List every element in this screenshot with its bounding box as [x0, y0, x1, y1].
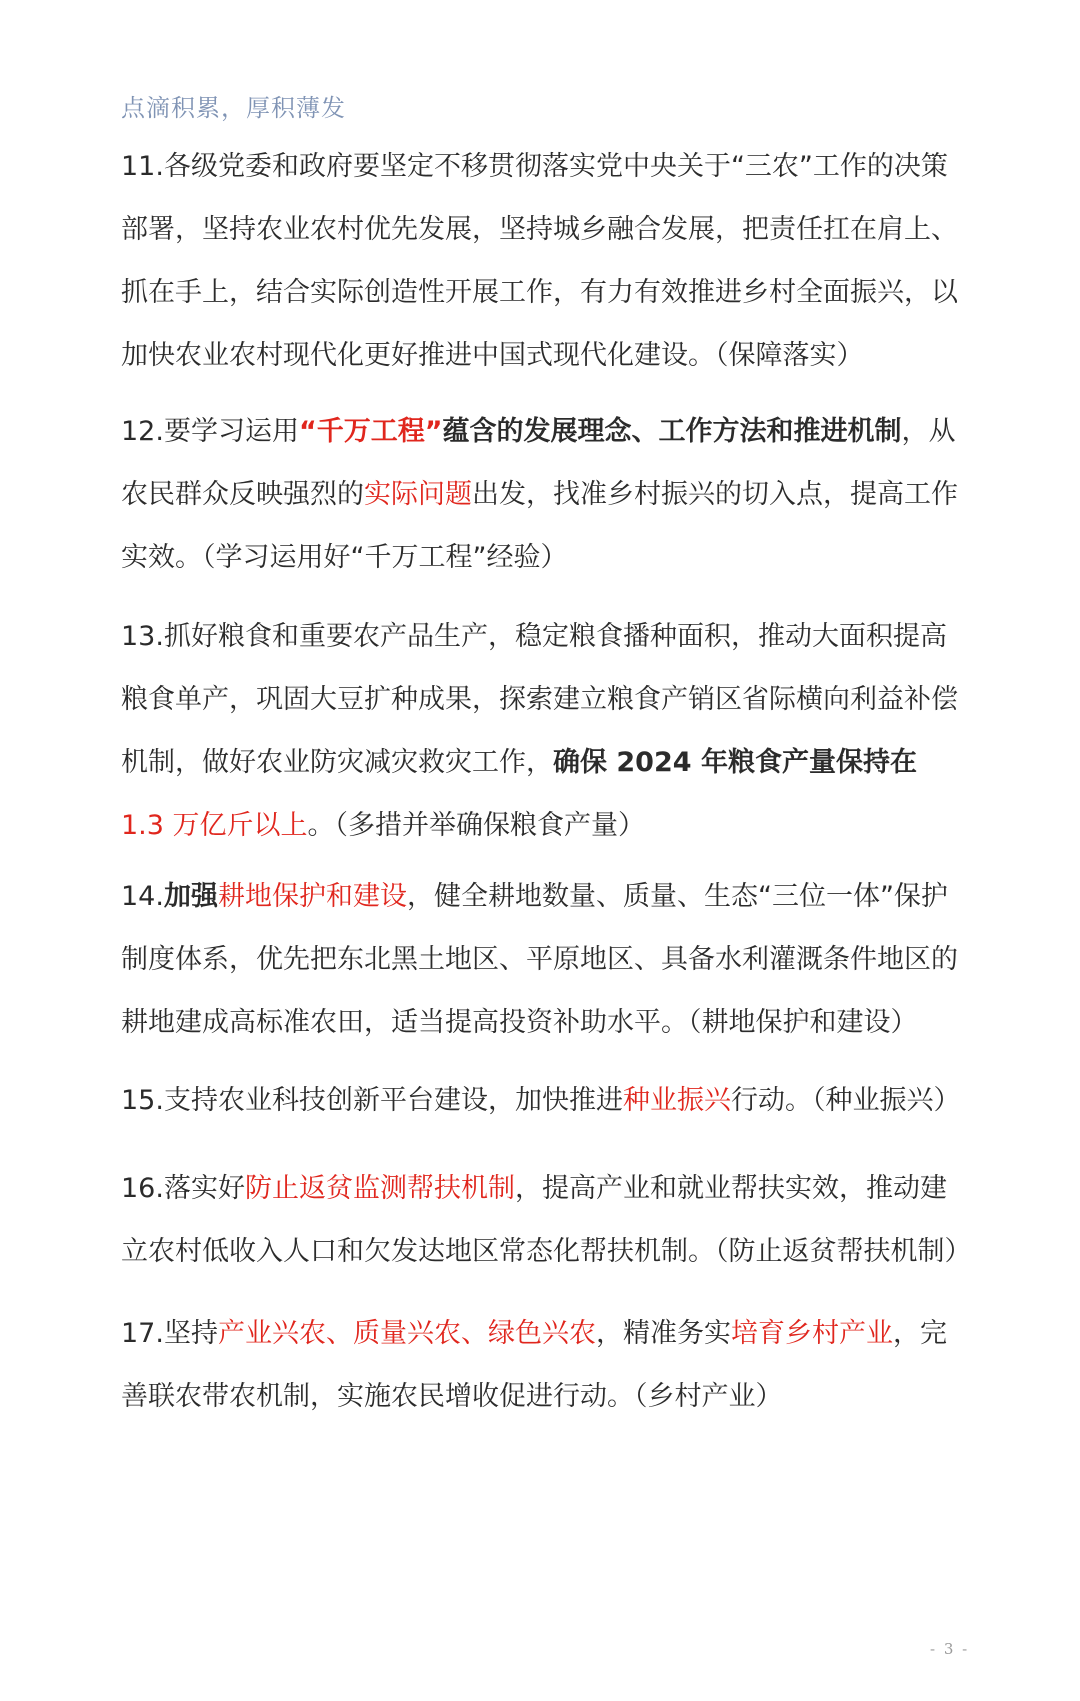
- paragraph-text: 。（多措并举确保粮食产量）: [307, 810, 646, 841]
- paragraph-text: 12.要学习运用: [121, 416, 299, 447]
- paragraph-15: [121, 1069, 961, 1132]
- paragraph-17: [121, 1302, 961, 1428]
- paragraph-text: 11.各级党委和政府要坚定不移贯彻落实党中央关于“三农”工作的决策部署，坚持农业农村优先发展，坚持城乡融合发展，把责任扛在肩上、抓在手上，结合实际创造性开展工作，有力有效推进乡村全面振兴，以加快农业农村现代化更好推进中国式现代化建设。（保障落实）: [121, 151, 958, 371]
- highlighted-text: 种业振兴: [622, 1085, 731, 1116]
- page-number: - 3 -: [930, 1640, 970, 1658]
- paragraph-16: [121, 1157, 972, 1283]
- highlighted-text: 培育乡村产业: [730, 1318, 893, 1349]
- paragraph-text: 出发，找准乡村振兴的切入点，提高工作实效。（学习运用好“千万工程”经验）: [121, 479, 958, 573]
- page-header: 点滴积累，厚积薄发: [121, 94, 346, 122]
- highlighted-text: 实际问题: [364, 479, 472, 510]
- paragraph-text: ，健全耕地数量、质量、生态“三位一体”保护制度体系，优先把东北黑土地区、平原地区、具备水利灌溉条件地区的耕地建成高标准农田，适当提高投资补助水平。（耕地保护和建设）: [121, 881, 958, 1038]
- highlighted-text: 1.3 万亿斤以上: [121, 810, 308, 841]
- paragraph-text: 14.: [121, 881, 164, 912]
- paragraph-text: ，精准务实: [595, 1318, 731, 1349]
- paragraph-12: [121, 400, 961, 589]
- highlighted-text: 蕴含的发展理念、工作方法和推进机制: [442, 416, 902, 447]
- highlighted-text: 产业兴农、质量兴农、绿色兴农: [217, 1318, 596, 1349]
- paragraph-text: 行动。（种业振兴）: [730, 1085, 961, 1116]
- highlighted-text: 防止返贫监测帮扶机制: [244, 1173, 515, 1204]
- paragraph-14: [121, 865, 961, 1054]
- paragraph-text: ，从农民群众反映强烈的: [121, 416, 956, 510]
- highlighted-text: 耕地保护和建设: [217, 881, 407, 912]
- highlighted-text: 确保 2024 年粮食产量保持在: [553, 747, 917, 778]
- paragraph-text: 17.坚持: [121, 1318, 218, 1349]
- paragraph-text: 16.落实好: [121, 1173, 245, 1204]
- paragraph-11: [121, 135, 961, 387]
- paragraph-text: ，提高产业和就业帮扶实效，推动建立农村低收入人口和欠发达地区常态化帮扶机制。（防止返贫帮扶机制）: [121, 1173, 972, 1267]
- paragraph-13: [121, 605, 961, 857]
- paragraph-text: 13.抓好粮食和重要农产品生产，稳定粮食播种面积，推动大面积提高粮食单产，巩固大豆扩种成果，探索建立粮食产销区省际横向利益补偿机制，做好农业防灾减灾救灾工作，: [121, 621, 958, 778]
- highlighted-text: “千万工程”: [298, 416, 443, 447]
- paragraph-text: ，完善联农带农机制，实施农民增收促进行动。（乡村产业）: [121, 1318, 947, 1412]
- paragraph-text: 15.支持农业科技创新平台建设，加快推进: [121, 1085, 623, 1116]
- highlighted-text: 加强: [163, 881, 218, 912]
